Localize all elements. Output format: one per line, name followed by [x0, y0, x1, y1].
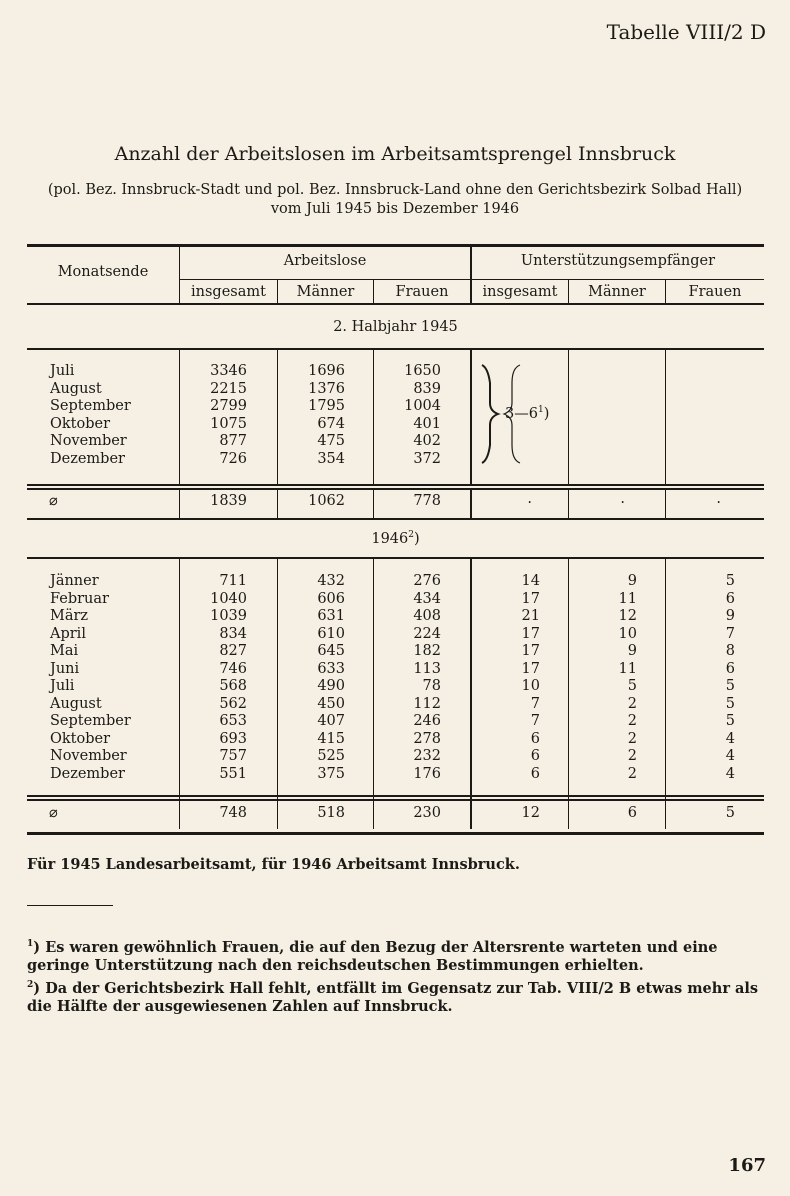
table-cell: 877: [219, 433, 247, 449]
table-cell: 5: [725, 678, 735, 694]
header-unterstuetzung-maenner: Männer: [588, 284, 646, 300]
avg-1945-insgesamt: 1839: [210, 493, 247, 509]
table-cell: 7: [530, 713, 540, 729]
table-cell: 653: [219, 713, 247, 729]
table-cell: 17: [521, 643, 540, 659]
list-item: Februar: [50, 590, 109, 607]
table-cell: 525: [317, 748, 345, 764]
page-number: 167: [728, 1155, 766, 1176]
table-cell: 415: [317, 730, 345, 747]
table-cell: 78: [422, 678, 441, 694]
table-cell: 6: [530, 748, 540, 764]
table-cell: 1696: [308, 363, 345, 379]
table-cell: 276: [413, 573, 441, 589]
table-cell: 726: [219, 450, 247, 467]
list-item: Juni: [50, 660, 80, 677]
table-cell: 711: [219, 573, 247, 589]
footnote-mark: 1: [27, 939, 34, 949]
list-item: Oktober: [50, 730, 111, 747]
table-cell: 568: [219, 678, 247, 694]
table-cell: 176: [413, 765, 441, 782]
list-item: November: [50, 748, 127, 764]
month-list-1945: [50, 363, 131, 468]
header-unterstuetzung-frauen: Frauen: [688, 284, 742, 300]
table-cell: 232: [413, 748, 441, 764]
column-1945-insgesamt: [180, 363, 247, 468]
avg-1946-u-insgesamt: 12: [521, 805, 540, 821]
footnote-1: $^1$) Es waren gewöhnlich Frauen, die auf den Bezug der Altersrente warteten und eine geringe Unterstützung nach den reichsdeutschen Bestimmungen erhielten.: [27, 938, 718, 974]
table-cell: 2215: [210, 380, 247, 397]
table-cell: 645: [317, 643, 345, 659]
section-title-1945: 2. Halbjahr 1945: [333, 319, 458, 335]
table-cell: 757: [219, 748, 247, 764]
header-unterstuetzungsempfaenger: Unterstützungsempfänger: [520, 253, 716, 269]
list-item: September: [50, 713, 131, 729]
source-note: Für 1945 Landesarbeitsamt, für 1946 Arbeitsamt Innsbruck.: [27, 856, 520, 873]
table-cell: 7: [530, 695, 540, 712]
table-cell: 112: [413, 695, 441, 712]
list-item: September: [50, 398, 131, 414]
table-cell: 10: [618, 625, 637, 642]
table-cell: 2: [627, 713, 637, 729]
footnote-mark: 2: [27, 980, 34, 990]
list-item: Mai: [50, 643, 79, 659]
table-cell: 3346: [210, 363, 247, 379]
avg-1945-u-insgesamt: .: [527, 491, 532, 507]
table-period: vom Juli 1945 bis Dezember 1946: [270, 201, 520, 217]
header-arbeitslose: Arbeitslose: [283, 253, 367, 269]
table-cell: 17: [521, 590, 540, 607]
table-cell: 1075: [210, 415, 247, 432]
list-item: August: [50, 380, 102, 397]
table-cell: 606: [317, 590, 345, 607]
month-list-1946: [50, 573, 131, 783]
avg-1945-u-frauen: .: [716, 491, 721, 507]
table-cell: 224: [413, 625, 441, 642]
list-item: Jänner: [50, 573, 99, 589]
column-1946-insgesamt: [180, 573, 247, 783]
table-cell: 8: [725, 643, 735, 659]
footnote-2: $^2$) Da der Gerichtsbezirk Hall fehlt, entfällt im Gegensatz zur Tab. VIII/2 B etwas mehr als die Hälfte der ausgewiesenen Zahlen auf Innsbruck.: [27, 979, 759, 1015]
avg-1945-label: ⌀: [49, 493, 58, 509]
table-cell: 21: [521, 608, 540, 624]
table-cell: 490: [317, 678, 345, 694]
column-1946-frauen: [374, 573, 441, 783]
column-1946-u-maenner: [569, 573, 637, 783]
list-item: April: [50, 625, 86, 642]
table-cell: 4: [725, 730, 735, 747]
list-item: November: [50, 433, 127, 449]
table-cell: 113: [413, 660, 441, 677]
header-arbeitslose-maenner: Männer: [296, 284, 355, 300]
table-cell: 182: [413, 643, 441, 659]
table-cell: 674: [317, 415, 345, 432]
table-cell: 408: [413, 608, 441, 624]
list-item: Juli: [50, 363, 75, 379]
table-cell: 2: [627, 730, 637, 747]
table-cell: 432: [317, 573, 345, 589]
list-item: Dezember: [50, 450, 125, 467]
footnote-mark: 1: [537, 405, 544, 415]
table-cell: 372: [413, 450, 441, 467]
table-cell: 17: [521, 625, 540, 642]
table-cell: 746: [219, 660, 247, 677]
header-monatsende: Monatsende: [57, 264, 149, 280]
avg-1945-maenner: 1062: [308, 493, 345, 509]
table-cell: 14: [521, 573, 540, 589]
table-cell: 6: [530, 730, 540, 747]
avg-1946-label: ⌀: [49, 805, 58, 821]
table-cell: 610: [317, 625, 345, 642]
avg-1945-frauen: 778: [413, 493, 441, 509]
table-cell: 839: [413, 380, 441, 397]
table-cell: 1040: [210, 590, 247, 607]
table-cell: 4: [725, 748, 735, 764]
table-cell: 2: [627, 748, 637, 764]
table-cell: 1039: [210, 608, 247, 624]
column-1945-maenner: [278, 363, 345, 468]
table-cell: 6: [725, 660, 735, 677]
table-cell: 5: [627, 678, 637, 694]
avg-1946-frauen: 230: [413, 805, 441, 821]
list-item: Oktober: [50, 415, 111, 432]
table-cell: 278: [413, 730, 441, 747]
table-cell: 9: [725, 608, 735, 624]
brace-range-label: $3—6^1$): [505, 405, 550, 422]
table-cell: 9: [627, 643, 637, 659]
unemployment-table: [27, 244, 764, 835]
table-subtitle: (pol. Bez. Innsbruck-Stadt und pol. Bez. Innsbruck-Land ohne den Gerichtsbezirk Solbad Hall): [47, 182, 743, 198]
section-title-1946: 1946$^2$): [371, 530, 420, 547]
table-cell: 7: [725, 625, 735, 642]
list-item: Dezember: [50, 765, 125, 782]
list-item: August: [50, 695, 102, 712]
footnote-mark: 2: [408, 530, 414, 540]
header-unterstuetzung-insgesamt: insgesamt: [482, 284, 558, 300]
header-arbeitslose-insgesamt: insgesamt: [191, 284, 266, 300]
avg-1946-u-maenner: 6: [627, 805, 637, 821]
table-cell: 12: [618, 608, 637, 624]
table-cell: 693: [219, 730, 247, 747]
table-cell: 354: [317, 450, 345, 467]
table-cell: 1376: [308, 380, 345, 397]
avg-1946-insgesamt: 748: [219, 805, 247, 821]
avg-1945-u-maenner: .: [620, 491, 625, 507]
table-cell: 827: [219, 643, 247, 659]
table-cell: 246: [413, 713, 441, 729]
table-cell: 2: [627, 695, 637, 712]
avg-1946-maenner: 518: [317, 805, 345, 821]
table-cell: 551: [219, 765, 247, 782]
table-cell: 631: [317, 608, 345, 624]
table-cell: 17: [521, 660, 540, 677]
table-cell: 401: [413, 415, 441, 432]
table-cell: 450: [317, 695, 345, 712]
table-cell: 633: [317, 660, 345, 677]
table-cell: 9: [627, 573, 637, 589]
footnote-divider: [27, 905, 113, 906]
table-reference-label: Tabelle VIII/2 D: [606, 20, 766, 44]
table-cell: 562: [219, 695, 247, 712]
column-1946-maenner: [278, 573, 345, 783]
table-cell: 11: [618, 590, 637, 607]
table-cell: 375: [317, 765, 345, 782]
table-cell: 5: [725, 695, 735, 712]
list-item: März: [50, 608, 89, 624]
header-arbeitslose-frauen: Frauen: [395, 284, 449, 300]
list-item: Juli: [50, 678, 75, 694]
table-cell: 11: [618, 660, 637, 677]
table-cell: 1004: [404, 398, 441, 414]
avg-1946-u-frauen: 5: [725, 805, 735, 821]
table-cell: 402: [413, 433, 441, 449]
table-cell: 1795: [308, 398, 345, 414]
table-cell: 834: [219, 625, 247, 642]
table-cell: 407: [317, 713, 345, 729]
column-1946-u-frauen: [666, 573, 735, 783]
table-cell: 434: [413, 590, 441, 607]
table-cell: 5: [725, 713, 735, 729]
table-title: Anzahl der Arbeitslosen im Arbeitsamtsprengel Innsbruck: [114, 143, 676, 165]
column-1945-frauen: [374, 363, 441, 468]
table-cell: 6: [725, 590, 735, 607]
table-cell: 5: [725, 573, 735, 589]
table-cell: 475: [317, 433, 345, 449]
table-cell: 6: [530, 765, 540, 782]
table-cell: 1650: [404, 363, 441, 379]
column-1946-u-insgesamt: [472, 573, 540, 783]
table-cell: 10: [521, 678, 540, 694]
table-cell: 2: [627, 765, 637, 782]
table-cell: 4: [725, 765, 735, 782]
table-cell: 2799: [210, 398, 247, 414]
